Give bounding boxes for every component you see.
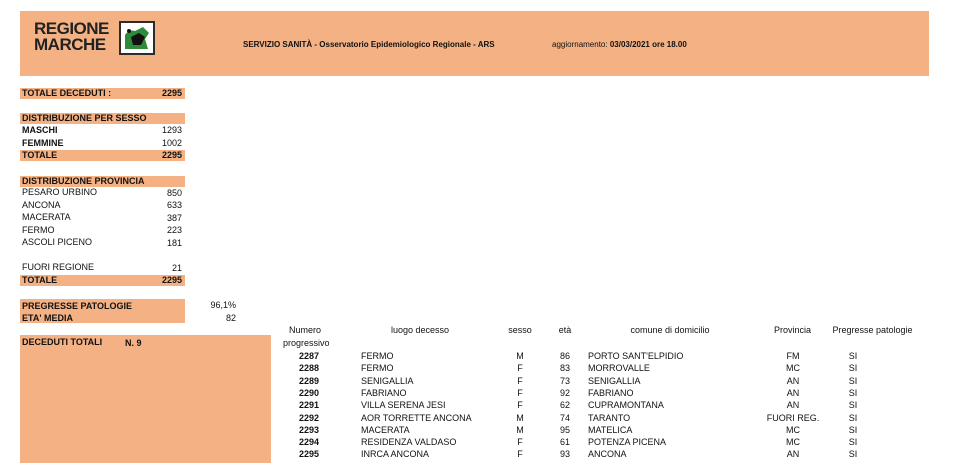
sesso-total-label: TOTALE xyxy=(22,150,58,160)
fuori-regione-value: 21 xyxy=(171,263,182,273)
sesso-maschi-value: 1293 xyxy=(161,125,182,135)
cell-eta: 83 xyxy=(559,363,570,374)
cell-patologie: SI xyxy=(848,412,858,423)
logo-line2: MARCHE xyxy=(34,35,106,54)
cell-comune: MATELICA xyxy=(588,424,633,435)
totale-deceduti-value: 2295 xyxy=(161,88,182,98)
col-header-numero xyxy=(280,325,330,336)
cell-comune: TARANTO xyxy=(588,412,631,423)
cell-eta: 86 xyxy=(559,351,570,361)
table-row xyxy=(280,351,940,363)
col-header-patologie: Pregresse patologie xyxy=(832,325,913,335)
cell-numero: 2295 xyxy=(298,449,320,460)
provincia-row-value: 223 xyxy=(166,225,182,235)
col-header-luogo: luogo decesso xyxy=(390,325,450,335)
provincia-total-label: TOTALE xyxy=(22,275,58,285)
sesso-maschi-label: MASCHI xyxy=(22,125,58,135)
cell-patologie: SI xyxy=(848,437,858,448)
table-row xyxy=(280,388,940,400)
cell-sesso: F xyxy=(517,363,523,374)
service-title: SERVIZIO SANITÀ - Osservatorio Epidemiologico Regionale - ARS xyxy=(243,40,495,49)
cell-numero: 2290 xyxy=(298,387,320,398)
cell-provincia: AN xyxy=(786,449,800,460)
cell-provincia: FUORI REG. xyxy=(766,412,820,423)
cell-patologie: SI xyxy=(848,351,858,361)
cell-numero: 2289 xyxy=(298,375,320,386)
cell-luogo: FERMO xyxy=(361,363,394,374)
cell-comune: FABRIANO xyxy=(588,387,634,398)
cell-numero: 2293 xyxy=(298,424,320,435)
cell-eta: 92 xyxy=(559,387,570,398)
cell-numero: 2291 xyxy=(298,400,320,411)
provincia-row-label: ANCONA xyxy=(22,200,61,210)
update-info xyxy=(552,40,687,49)
cell-eta: 62 xyxy=(559,400,570,411)
cell-eta: 95 xyxy=(559,424,570,435)
cell-patologie: SI xyxy=(848,387,858,398)
header-banner xyxy=(20,11,929,76)
cell-luogo: MACERATA xyxy=(361,424,410,435)
table-row xyxy=(280,376,940,388)
provincia-row-value: 181 xyxy=(166,238,182,248)
cell-patologie: SI xyxy=(848,424,858,435)
cell-eta: 93 xyxy=(559,449,570,460)
table-row xyxy=(280,413,940,425)
provincia-total-value: 2295 xyxy=(161,275,182,285)
cell-patologie: SI xyxy=(848,449,858,460)
sesso-femmine-label: FEMMINE xyxy=(22,138,64,148)
totale-deceduti-label: TOTALE DECEDUTI : xyxy=(22,88,112,98)
cell-provincia: MC xyxy=(786,437,800,448)
cell-comune: ANCONA xyxy=(588,449,627,460)
col-header-eta: età xyxy=(558,325,572,335)
cell-comune: POTENZA PICENA xyxy=(588,437,667,448)
cell-provincia: AN xyxy=(786,400,800,411)
col-header-numero-line1: Numero xyxy=(288,325,321,335)
col-header-progressivo: progressivo xyxy=(283,338,330,348)
provincia-row-label: ASCOLI PICENO xyxy=(22,237,93,247)
logo-text xyxy=(34,21,109,53)
col-header-comune: comune di domicilio xyxy=(630,325,710,335)
cell-patologie: SI xyxy=(848,363,858,374)
cell-luogo: VILLA SERENA JESI xyxy=(361,400,446,411)
cell-luogo: RESIDENZA VALDASO xyxy=(361,437,457,448)
cell-eta: 73 xyxy=(559,375,570,386)
cell-sesso: M xyxy=(516,351,524,361)
sesso-title: DISTRIBUZIONE PER SESSO xyxy=(22,113,147,123)
cell-numero: 2292 xyxy=(298,412,320,423)
cell-provincia: FM xyxy=(786,351,800,361)
provincia-row-value: 633 xyxy=(166,200,182,210)
cell-numero: 2288 xyxy=(298,363,320,374)
pregresse-label: PREGRESSE PATOLOGIE xyxy=(22,301,133,311)
cell-sesso: F xyxy=(517,449,523,460)
cell-luogo: SENIGALLIA xyxy=(361,375,414,386)
table-row xyxy=(280,400,940,412)
cell-provincia: AN xyxy=(786,375,800,386)
cell-luogo: FABRIANO xyxy=(361,387,407,398)
cell-sesso: M xyxy=(516,412,524,423)
col-header-sesso: sesso xyxy=(508,325,532,335)
cell-sesso: F xyxy=(517,400,523,411)
cell-eta: 61 xyxy=(559,437,570,448)
cell-sesso: F xyxy=(517,437,523,448)
cell-sesso: F xyxy=(517,387,523,398)
cell-luogo: INRCA ANCONA xyxy=(361,449,430,460)
coat-of-arms-icon xyxy=(119,21,155,55)
provincia-row-value: 850 xyxy=(166,188,182,198)
cell-sesso: F xyxy=(517,375,523,386)
deceduti-totali-label: DECEDUTI TOTALI xyxy=(22,337,103,347)
update-label: aggiornamento: xyxy=(552,40,608,49)
cell-numero: 2287 xyxy=(298,351,320,361)
cell-comune: CUPRAMONTANA xyxy=(588,400,664,411)
cell-patologie: SI xyxy=(848,375,858,386)
eta-media-label: ETA' MEDIA xyxy=(22,313,73,323)
cell-provincia: MC xyxy=(786,424,800,435)
table-row xyxy=(280,425,940,437)
provincia-row-label: MACERATA xyxy=(22,212,71,222)
cell-sesso: M xyxy=(516,424,524,435)
provincia-title: DISTRIBUZIONE PROVINCIA xyxy=(22,176,145,186)
cell-numero: 2294 xyxy=(298,437,320,448)
deceduti-totali-box xyxy=(20,335,271,463)
update-value: 03/03/2021 ore 18.00 xyxy=(609,40,687,49)
provincia-row-label: FERMO xyxy=(22,225,55,235)
deceduti-totali-count: N. 9 xyxy=(125,338,142,348)
sesso-total-value: 2295 xyxy=(161,150,182,160)
cell-eta: 74 xyxy=(559,412,570,423)
table-row xyxy=(280,449,940,461)
table-row xyxy=(280,363,940,375)
eta-media-value: 82 xyxy=(225,313,236,323)
col-header-provincia: Provincia xyxy=(773,325,811,335)
cell-provincia: MC xyxy=(786,363,800,374)
cell-comune: PORTO SANT'ELPIDIO xyxy=(588,351,684,361)
provincia-row-label: PESARO URBINO xyxy=(22,187,98,197)
table-row xyxy=(280,437,940,449)
cell-comune: SENIGALLIA xyxy=(588,375,641,386)
cell-provincia: AN xyxy=(786,387,800,398)
pregresse-value: 96,1% xyxy=(210,300,236,310)
provincia-row-value: 387 xyxy=(166,213,182,223)
fuori-regione-label: FUORI REGIONE xyxy=(22,262,95,272)
logo-line1: REGIONE xyxy=(34,19,109,38)
cell-luogo: FERMO xyxy=(361,351,394,361)
sesso-femmine-value: 1002 xyxy=(161,138,182,148)
cell-comune: MORROVALLE xyxy=(588,363,650,374)
cell-luogo: AOR TORRETTE ANCONA xyxy=(361,412,472,423)
regione-marche-logo xyxy=(34,21,164,61)
cell-patologie: SI xyxy=(848,400,858,411)
